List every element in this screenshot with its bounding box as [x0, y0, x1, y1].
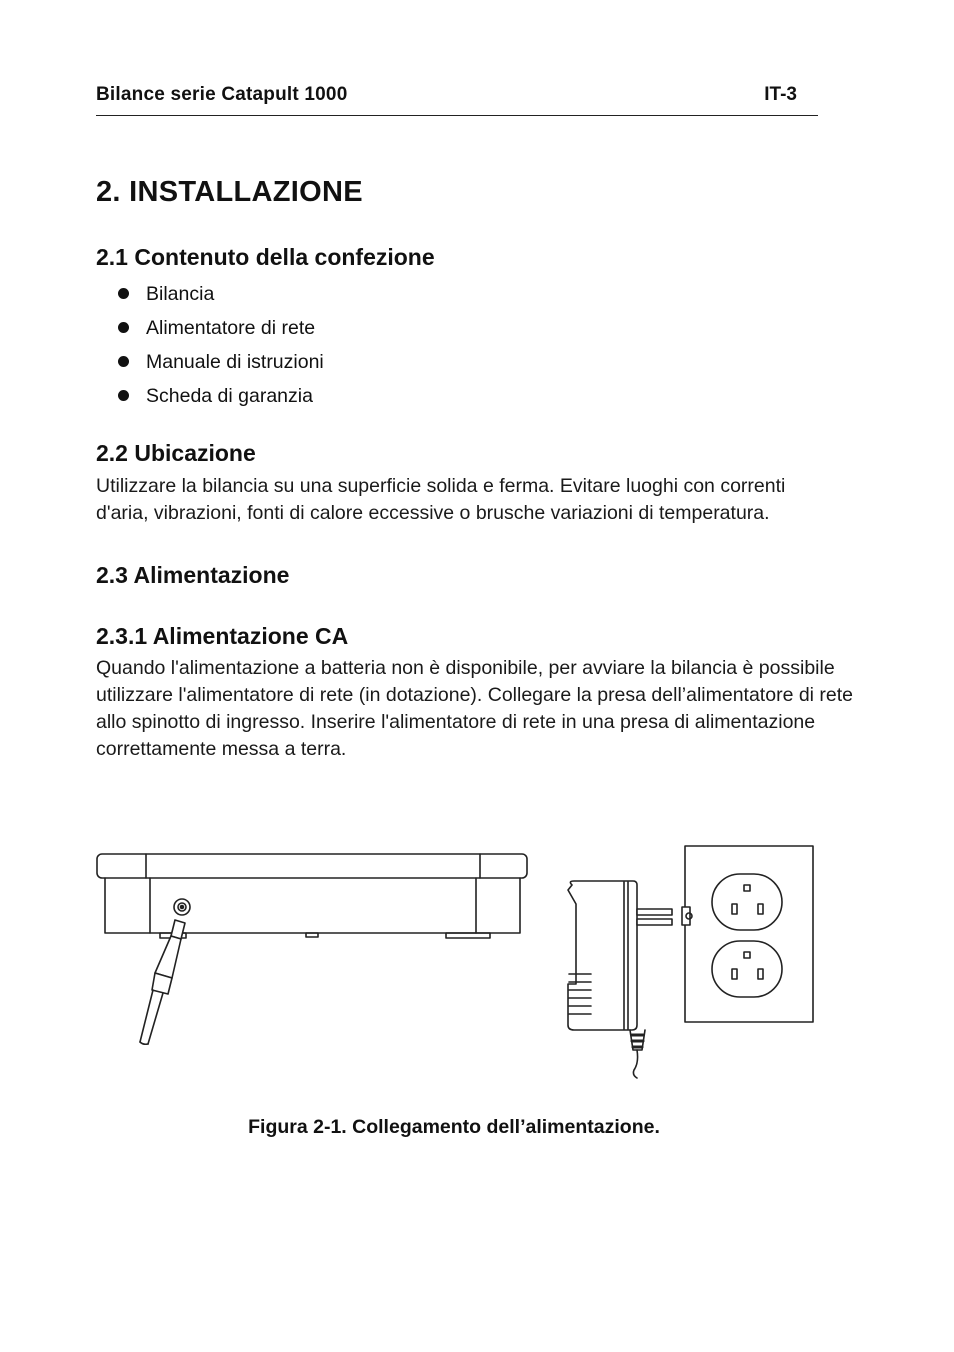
section-heading-power: 2.3 Alimentazione [96, 562, 290, 588]
figure-caption: Figura 2-1. Collegamento dell’alimentazione. [248, 1116, 660, 1138]
bullet-icon [118, 390, 129, 401]
list-item [118, 316, 324, 350]
chapter-title: 2. INSTALLAZIONE [96, 176, 363, 208]
list-item-label: Scheda di garanzia [146, 385, 313, 407]
ac-power-paragraph: Quando l'alimentazione a batteria non è disponibile, per avviare la bilancia è possibile utilizzare l'alimentatore di rete (in dotazione). Collegare la presa dell’alimentatore di rete allo spinotto di ingresso. Inserire l'alimentatore di rete in una presa di alimentazione correttamente messa a terra. [96, 657, 854, 760]
scale-icon [97, 854, 527, 938]
page-number: IT-3 [764, 84, 797, 105]
list-item [118, 384, 324, 418]
power-connection-illustration [92, 838, 822, 1088]
list-item [118, 282, 324, 316]
wall-outlet-icon [682, 846, 813, 1022]
list-item-label: Manuale di istruzioni [146, 351, 324, 373]
package-contents-list [118, 282, 324, 418]
bullet-icon [118, 356, 129, 367]
bullet-icon [118, 322, 129, 333]
subsection-heading-ac-power: 2.3.1 Alimentazione CA [96, 623, 349, 649]
header-title: Bilance serie Catapult 1000 [96, 84, 348, 105]
list-item [118, 350, 324, 384]
list-item-label: Alimentatore di rete [146, 317, 316, 339]
power-adapter-icon [568, 881, 672, 1078]
location-paragraph: Utilizzare la bilancia su una superficie solida e ferma. Evitare luoghi con correnti d'aria, vibrazioni, fonti di calore eccessive o brusche variazioni di temperatura. [96, 475, 786, 524]
section-heading-contents: 2.1 Contenuto della confezione [96, 244, 435, 270]
section-heading-location: 2.2 Ubicazione [96, 440, 256, 466]
bullet-icon [118, 288, 129, 299]
list-item-label: Bilancia [146, 283, 215, 305]
running-header [96, 84, 818, 116]
